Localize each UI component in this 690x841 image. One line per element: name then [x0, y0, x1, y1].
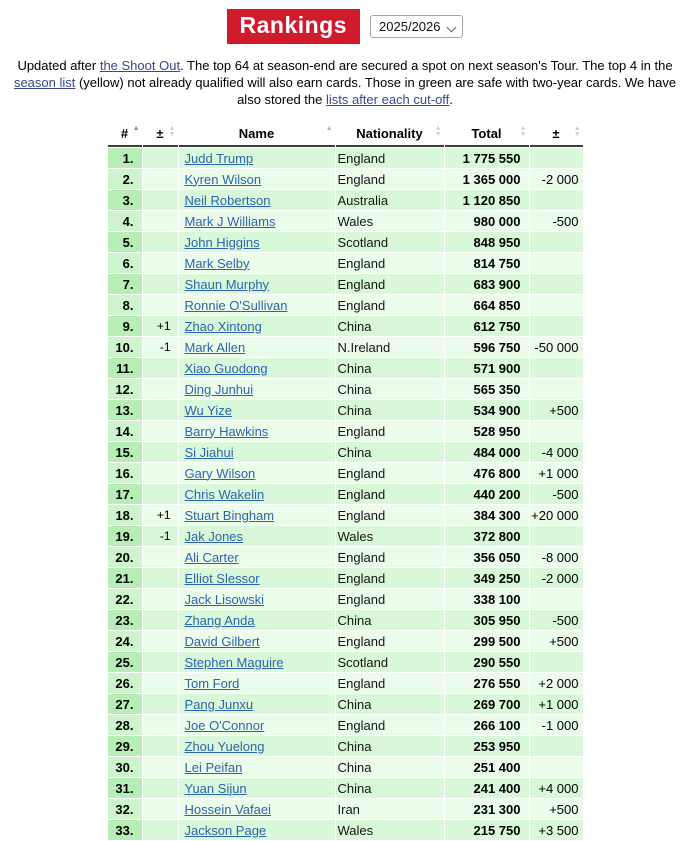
player-link[interactable]: Tom Ford — [184, 675, 240, 691]
column-header-total[interactable] — [445, 123, 529, 147]
column-header-rank-change[interactable] — [143, 123, 178, 147]
nationality-cell: England — [336, 715, 444, 735]
player-name-cell — [179, 610, 335, 630]
money-change-cell — [530, 295, 583, 315]
total-cell: 266 100 — [445, 715, 529, 735]
rank-change-cell — [143, 253, 178, 273]
total-cell: 251 400 — [445, 757, 529, 777]
money-change-cell — [530, 526, 583, 546]
money-change-cell — [530, 421, 583, 441]
rank-cell: 24. — [108, 631, 142, 651]
player-name-cell — [179, 253, 335, 273]
rank-cell: 6. — [108, 253, 142, 273]
rank-cell: 10. — [108, 337, 142, 357]
money-change-cell: -8 000 — [530, 547, 583, 567]
nationality-cell: N.Ireland — [336, 337, 444, 357]
money-change-cell — [530, 379, 583, 399]
money-change-cell: -50 000 — [530, 337, 583, 357]
total-cell: 664 850 — [445, 295, 529, 315]
nationality-cell: England — [336, 253, 444, 273]
rank-cell: 2. — [108, 169, 142, 189]
sort-both-icon[interactable]: ▲ ▼ — [168, 125, 176, 138]
sort-both-icon[interactable]: ▲ ▼ — [519, 125, 527, 138]
intro-segment: . The top 64 at season-end are secured a spot on next season's Tour. The top 4 in the — [180, 58, 673, 73]
player-name-cell — [179, 652, 335, 672]
table-row — [108, 253, 583, 273]
player-name-cell — [179, 463, 335, 483]
rank-cell: 26. — [108, 673, 142, 693]
rank-cell: 32. — [108, 799, 142, 819]
rank-cell: 4. — [108, 211, 142, 231]
rank-cell: 33. — [108, 820, 142, 840]
rank-change-cell — [143, 442, 178, 462]
total-cell: 848 950 — [445, 232, 529, 252]
player-name-cell — [179, 673, 335, 693]
player-link[interactable]: Gary Wilson — [184, 465, 256, 481]
money-change-cell — [530, 358, 583, 378]
chevron-down-icon — [447, 23, 457, 33]
sort-both-icon[interactable]: ▲ ▼ — [573, 125, 581, 138]
money-change-cell: +500 — [530, 799, 583, 819]
total-cell: 276 550 — [445, 673, 529, 693]
player-name-cell — [179, 778, 335, 798]
nationality-cell: England — [336, 673, 444, 693]
money-change-cell: -1 000 — [530, 715, 583, 735]
rank-change-cell — [143, 421, 178, 441]
rank-cell: 8. — [108, 295, 142, 315]
nationality-cell: England — [336, 568, 444, 588]
page-title: Rankings — [227, 9, 361, 44]
nationality-cell: China — [336, 736, 444, 756]
table-row — [108, 421, 583, 441]
total-cell: 476 800 — [445, 463, 529, 483]
player-link[interactable]: Chris Wakelin — [184, 486, 265, 502]
player-link[interactable]: Ali Carter — [184, 549, 239, 565]
intro-segment: (yellow) not already qualified will also earn cards. Those in green are safe with two-year cards. We have also stored the — [75, 75, 677, 107]
money-change-cell: +3 500 — [530, 820, 583, 840]
rank-cell: 15. — [108, 442, 142, 462]
player-link[interactable]: Mark Selby — [184, 255, 250, 271]
nationality-cell: China — [336, 400, 444, 420]
total-cell: 305 950 — [445, 610, 529, 630]
player-link[interactable]: Stuart Bingham — [184, 507, 275, 523]
rank-change-cell: -1 — [143, 526, 178, 546]
rank-change-cell: +1 — [143, 505, 178, 525]
total-cell: 440 200 — [445, 484, 529, 504]
rank-change-cell — [143, 757, 178, 777]
player-name-cell — [179, 568, 335, 588]
money-change-cell — [530, 148, 583, 168]
table-row — [108, 295, 583, 315]
rank-cell: 28. — [108, 715, 142, 735]
rank-cell: 11. — [108, 358, 142, 378]
rank-change-cell — [143, 484, 178, 504]
nationality-cell: Scotland — [336, 232, 444, 252]
player-link[interactable]: Lei Peifan — [184, 759, 243, 775]
rank-cell: 18. — [108, 505, 142, 525]
total-cell: 565 350 — [445, 379, 529, 399]
column-label: Nationality — [356, 125, 423, 141]
table-row — [108, 400, 583, 420]
total-cell: 338 100 — [445, 589, 529, 609]
nationality-cell: China — [336, 778, 444, 798]
player-name-cell — [179, 295, 335, 315]
total-cell: 980 000 — [445, 211, 529, 231]
sort-ascending-icon[interactable]: ▲ — [132, 125, 140, 132]
total-cell: 528 950 — [445, 421, 529, 441]
rank-change-cell — [143, 190, 178, 210]
table-row — [108, 694, 583, 714]
nationality-cell: China — [336, 379, 444, 399]
total-cell: 299 500 — [445, 631, 529, 651]
total-cell: 253 950 — [445, 736, 529, 756]
player-name-cell — [179, 484, 335, 504]
player-name-cell — [179, 547, 335, 567]
player-name-cell — [179, 442, 335, 462]
rank-cell: 9. — [108, 316, 142, 336]
season-select-value: 2025/2026 — [379, 19, 441, 34]
nationality-cell: China — [336, 442, 444, 462]
nationality-cell: England — [336, 169, 444, 189]
rank-cell: 16. — [108, 463, 142, 483]
money-change-cell — [530, 589, 583, 609]
money-change-cell — [530, 652, 583, 672]
table-row — [108, 799, 583, 819]
player-link[interactable]: Zhang Anda — [184, 612, 255, 628]
nationality-cell: England — [336, 547, 444, 567]
rank-change-cell — [143, 694, 178, 714]
player-name-cell — [179, 211, 335, 231]
table-row — [108, 778, 583, 798]
player-link[interactable]: Joe O'Connor — [184, 717, 265, 733]
total-cell: 596 750 — [445, 337, 529, 357]
player-name-cell — [179, 799, 335, 819]
money-change-cell: +500 — [530, 400, 583, 420]
column-header-rank[interactable] — [108, 123, 142, 147]
intro-text — [4, 57, 686, 108]
nationality-cell: England — [336, 463, 444, 483]
player-name-cell — [179, 631, 335, 651]
player-link[interactable]: Si Jiahui — [184, 444, 234, 460]
table-row — [108, 547, 583, 567]
rank-change-cell — [143, 379, 178, 399]
money-change-cell — [530, 232, 583, 252]
player-link[interactable]: Yuan Sijun — [184, 780, 247, 796]
money-change-cell: -500 — [530, 211, 583, 231]
season-select[interactable] — [370, 15, 463, 38]
rank-change-cell — [143, 568, 178, 588]
table-row — [108, 190, 583, 210]
sort-both-icon[interactable]: ▲ ▼ — [434, 125, 442, 138]
column-header-nationality[interactable] — [336, 123, 444, 147]
rank-cell: 17. — [108, 484, 142, 504]
nationality-cell: Wales — [336, 211, 444, 231]
rank-change-cell — [143, 358, 178, 378]
total-cell: 683 900 — [445, 274, 529, 294]
rank-change-cell — [143, 589, 178, 609]
rank-change-cell — [143, 400, 178, 420]
rank-cell: 20. — [108, 547, 142, 567]
rank-change-cell — [143, 232, 178, 252]
total-cell: 241 400 — [445, 778, 529, 798]
rank-change-cell — [143, 820, 178, 840]
money-change-cell: +2 000 — [530, 673, 583, 693]
rank-change-cell — [143, 799, 178, 819]
nationality-cell: Iran — [336, 799, 444, 819]
sort-ascending-icon[interactable]: ▲ — [325, 125, 333, 132]
money-change-cell: -2 000 — [530, 568, 583, 588]
total-cell: 612 750 — [445, 316, 529, 336]
player-link[interactable]: Xiao Guodong — [184, 360, 268, 376]
player-name-cell — [179, 169, 335, 189]
nationality-cell: China — [336, 757, 444, 777]
table-row — [108, 442, 583, 462]
player-name-cell — [179, 736, 335, 756]
rank-cell: 3. — [108, 190, 142, 210]
player-name-cell — [179, 337, 335, 357]
table-header-row — [108, 123, 583, 147]
column-label: ± — [552, 125, 560, 141]
rank-cell: 19. — [108, 526, 142, 546]
money-change-cell: +4 000 — [530, 778, 583, 798]
nationality-cell: Wales — [336, 820, 444, 840]
player-name-cell — [179, 274, 335, 294]
table-row — [108, 358, 583, 378]
player-link[interactable]: Wu Yize — [184, 402, 232, 418]
rank-cell: 13. — [108, 400, 142, 420]
column-header-name[interactable] — [179, 123, 335, 147]
total-cell: 372 800 — [445, 526, 529, 546]
table-row — [108, 526, 583, 546]
player-link[interactable]: Kyren Wilson — [184, 171, 262, 187]
nationality-cell: England — [336, 505, 444, 525]
money-change-cell: +500 — [530, 631, 583, 651]
total-cell: 215 750 — [445, 820, 529, 840]
table-row — [108, 673, 583, 693]
nationality-cell: Scotland — [336, 652, 444, 672]
player-link[interactable]: Neil Robertson — [184, 192, 271, 208]
rank-cell: 27. — [108, 694, 142, 714]
rank-change-cell — [143, 295, 178, 315]
table-row — [108, 337, 583, 357]
rank-change-cell — [143, 463, 178, 483]
total-cell: 349 250 — [445, 568, 529, 588]
rank-change-cell — [143, 169, 178, 189]
nationality-cell: China — [336, 610, 444, 630]
table-row — [108, 484, 583, 504]
player-link[interactable]: Jackson Page — [184, 822, 267, 838]
rank-change-cell: +1 — [143, 316, 178, 336]
cutoff-lists-link[interactable]: lists after each cut-off — [325, 92, 450, 107]
table-row — [108, 652, 583, 672]
table-row — [108, 379, 583, 399]
total-cell: 814 750 — [445, 253, 529, 273]
total-cell: 484 000 — [445, 442, 529, 462]
nationality-cell: China — [336, 358, 444, 378]
rank-cell: 7. — [108, 274, 142, 294]
nationality-cell: England — [336, 295, 444, 315]
nationality-cell: China — [336, 316, 444, 336]
rank-cell: 22. — [108, 589, 142, 609]
player-name-cell — [179, 526, 335, 546]
player-link[interactable]: Ronnie O'Sullivan — [184, 297, 288, 313]
player-link[interactable]: Shaun Murphy — [184, 276, 270, 292]
table-row — [108, 589, 583, 609]
rank-cell: 1. — [108, 148, 142, 168]
total-cell: 1 120 850 — [445, 190, 529, 210]
rank-change-cell — [143, 736, 178, 756]
nationality-cell: Wales — [336, 526, 444, 546]
nationality-cell: England — [336, 589, 444, 609]
nationality-cell: England — [336, 484, 444, 504]
player-link[interactable]: David Gilbert — [184, 633, 260, 649]
intro-segment: Updated after — [17, 58, 100, 73]
rank-change-cell — [143, 778, 178, 798]
player-name-cell — [179, 232, 335, 252]
rankings-table — [107, 122, 584, 841]
player-link[interactable]: Mark Allen — [184, 339, 246, 355]
column-label: Total — [471, 125, 502, 141]
total-cell: 1 365 000 — [445, 169, 529, 189]
table-row — [108, 169, 583, 189]
player-link[interactable]: Jak Jones — [184, 528, 244, 544]
total-cell: 1 775 550 — [445, 148, 529, 168]
table-row — [108, 757, 583, 777]
player-link[interactable]: Mark J Williams — [184, 213, 276, 229]
table-row — [108, 274, 583, 294]
money-change-cell: -2 000 — [530, 169, 583, 189]
player-name-cell — [179, 757, 335, 777]
nationality-cell: England — [336, 421, 444, 441]
table-row — [108, 211, 583, 231]
player-link[interactable]: Barry Hawkins — [184, 423, 269, 439]
player-name-cell — [179, 190, 335, 210]
nationality-cell: England — [336, 631, 444, 651]
nationality-cell: China — [336, 694, 444, 714]
rank-cell: 14. — [108, 421, 142, 441]
rank-cell: 21. — [108, 568, 142, 588]
rank-change-cell — [143, 211, 178, 231]
player-link[interactable]: Judd Trump — [184, 150, 254, 166]
money-change-cell — [530, 274, 583, 294]
player-name-cell — [179, 820, 335, 840]
player-link[interactable]: Stephen Maguire — [184, 654, 284, 670]
rank-change-cell — [143, 631, 178, 651]
rank-cell: 30. — [108, 757, 142, 777]
table-row — [108, 148, 583, 168]
column-header-money-change[interactable] — [530, 123, 583, 147]
player-link[interactable]: Ding Junhui — [184, 381, 254, 397]
rank-change-cell — [143, 148, 178, 168]
rank-cell: 25. — [108, 652, 142, 672]
rank-change-cell — [143, 610, 178, 630]
table-row — [108, 463, 583, 483]
nationality-cell: Australia — [336, 190, 444, 210]
column-label: ± — [156, 125, 164, 141]
money-change-cell: -4 000 — [530, 442, 583, 462]
rank-cell: 29. — [108, 736, 142, 756]
table-row — [108, 232, 583, 252]
player-name-cell — [179, 694, 335, 714]
rank-change-cell — [143, 547, 178, 567]
money-change-cell — [530, 757, 583, 777]
rank-change-cell — [143, 274, 178, 294]
shoot-out-link[interactable]: the Shoot Out — [99, 58, 181, 73]
money-change-cell — [530, 253, 583, 273]
player-link[interactable]: Zhou Yuelong — [184, 738, 265, 754]
money-change-cell: +1 000 — [530, 463, 583, 483]
player-link[interactable]: Pang Junxu — [184, 696, 254, 712]
table-row — [108, 715, 583, 735]
table-row — [108, 505, 583, 525]
rank-change-cell: -1 — [143, 337, 178, 357]
table-row — [108, 736, 583, 756]
column-label: # — [120, 125, 129, 141]
total-cell: 269 700 — [445, 694, 529, 714]
rank-change-cell — [143, 652, 178, 672]
total-cell: 534 900 — [445, 400, 529, 420]
player-link[interactable]: Jack Lisowski — [184, 591, 264, 607]
player-name-cell — [179, 505, 335, 525]
rank-change-cell — [143, 715, 178, 735]
money-change-cell: -500 — [530, 610, 583, 630]
total-cell: 290 550 — [445, 652, 529, 672]
player-name-cell — [179, 148, 335, 168]
player-name-cell — [179, 358, 335, 378]
money-change-cell: +20 000 — [530, 505, 583, 525]
rank-cell: 5. — [108, 232, 142, 252]
player-name-cell — [179, 379, 335, 399]
page-header — [0, 9, 690, 44]
player-name-cell — [179, 715, 335, 735]
money-change-cell — [530, 190, 583, 210]
intro-segment: . — [449, 92, 453, 107]
money-change-cell — [530, 736, 583, 756]
player-link[interactable]: Hossein Vafaei — [184, 801, 271, 817]
rank-cell: 31. — [108, 778, 142, 798]
rank-cell: 23. — [108, 610, 142, 630]
player-name-cell — [179, 421, 335, 441]
table-row — [108, 610, 583, 630]
money-change-cell — [530, 316, 583, 336]
nationality-cell: England — [336, 148, 444, 168]
table-row — [108, 568, 583, 588]
season-list-link[interactable]: season list — [13, 75, 76, 90]
table-row — [108, 820, 583, 840]
money-change-cell: -500 — [530, 484, 583, 504]
table-row — [108, 316, 583, 336]
column-label: Name — [238, 125, 275, 141]
rank-cell: 12. — [108, 379, 142, 399]
player-link[interactable]: Zhao Xintong — [184, 318, 262, 334]
player-link[interactable]: Elliot Slessor — [184, 570, 260, 586]
player-name-cell — [179, 316, 335, 336]
player-link[interactable]: John Higgins — [184, 234, 260, 250]
total-cell: 384 300 — [445, 505, 529, 525]
player-name-cell — [179, 589, 335, 609]
nationality-cell: England — [336, 274, 444, 294]
total-cell: 231 300 — [445, 799, 529, 819]
money-change-cell: +1 000 — [530, 694, 583, 714]
player-name-cell — [179, 400, 335, 420]
total-cell: 356 050 — [445, 547, 529, 567]
rank-change-cell — [143, 673, 178, 693]
table-row — [108, 631, 583, 651]
total-cell: 571 900 — [445, 358, 529, 378]
